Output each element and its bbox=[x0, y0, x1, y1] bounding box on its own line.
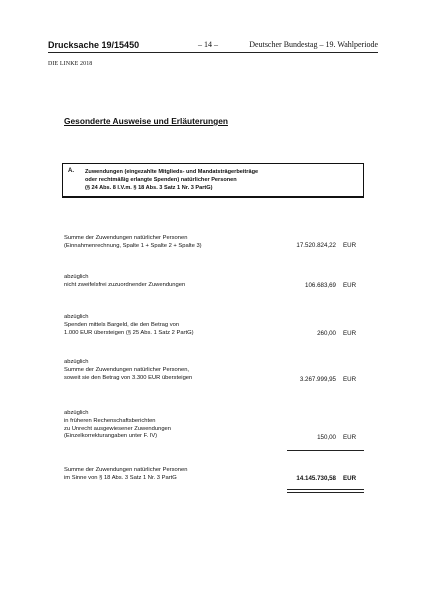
item-line: abzüglich bbox=[64, 274, 89, 280]
document-number bbox=[48, 40, 139, 50]
section-a-letter: A. bbox=[68, 168, 74, 174]
item-line: abzüglich bbox=[64, 410, 89, 416]
item-total-contributions bbox=[64, 235, 202, 251]
item-line: Summe der Zuwendungen natürlicher Personen bbox=[64, 235, 188, 241]
item-line: (Einnahmenrechnung, Spalte 1 + Spalte 2 + Spalte 3) bbox=[64, 242, 202, 249]
item-line: nicht zweifelsfrei zuzuordnender Zuwendungen bbox=[64, 281, 186, 288]
item-line: 1.000 EUR übersteigen (§ 25 Abs. 1 Satz 2 PartG) bbox=[64, 329, 194, 336]
subtotal-rule bbox=[287, 450, 364, 451]
item-line: Summe der Zuwendungen natürlicher Personen, bbox=[64, 366, 190, 373]
item-unattributable-contributions bbox=[64, 274, 185, 290]
item-prior-report-corrections bbox=[64, 410, 171, 441]
document-number-value: 15450 bbox=[114, 40, 140, 50]
publisher: Deutscher Bundestag – 19. Wahlperiode bbox=[249, 40, 378, 49]
party-year-label: DIE LINKE 2018 bbox=[48, 61, 93, 67]
item-currency: EUR bbox=[343, 330, 357, 337]
item-line: abzüglich bbox=[64, 314, 89, 320]
total-double-rule-top bbox=[287, 489, 364, 490]
section-a-line: Zuwendungen (eingezahlte Mitglieds- und Mandatsträgerbeiträge bbox=[85, 169, 259, 175]
page-indicator: – 14 – bbox=[198, 40, 218, 49]
section-a-box bbox=[62, 163, 364, 198]
item-final-total bbox=[64, 467, 187, 483]
item-excess-contributions bbox=[64, 359, 192, 382]
item-currency: EUR bbox=[343, 376, 357, 383]
item-amount: 150,00 bbox=[317, 434, 336, 441]
total-double-rule-bottom bbox=[287, 492, 364, 493]
item-line: (Einzelkorrekturangaben unter F. IV) bbox=[64, 433, 158, 440]
item-amount: 106.683,69 bbox=[305, 282, 336, 289]
item-amount: 17.520.824,22 bbox=[296, 242, 336, 249]
item-line: in früheren Rechenschaftsberichten bbox=[64, 417, 156, 424]
item-currency: EUR bbox=[343, 282, 357, 289]
item-line: im Sinne von § 18 Abs. 3 Satz 1 Nr. 3 PartG bbox=[64, 474, 177, 481]
item-line: Summe der Zuwendungen natürlicher Personen bbox=[64, 467, 188, 473]
section-a-heading bbox=[85, 168, 258, 192]
item-amount: 260,00 bbox=[317, 330, 336, 337]
header-rule bbox=[48, 52, 378, 53]
section-title: Gesonderte Ausweise und Erläuterungen bbox=[64, 116, 228, 126]
total-amount: 14.145.730,58 bbox=[296, 475, 336, 482]
item-line: soweit sie den Betrag von 3.300 EUR übersteigen bbox=[64, 374, 193, 381]
item-currency: EUR bbox=[343, 434, 357, 441]
item-line: zu Unrecht ausgewiesener Zuwendungen bbox=[64, 425, 171, 432]
document-label: Drucksache 19/ bbox=[48, 40, 115, 50]
item-line: abzüglich bbox=[64, 359, 89, 365]
item-line: Spenden mittels Bargeld, die den Betrag von bbox=[64, 321, 180, 328]
item-cash-donations bbox=[64, 314, 194, 337]
total-currency: EUR bbox=[343, 475, 357, 482]
section-a-line: (§ 24 Abs. 8 I.V.m. § 18 Abs. 3 Satz 1 Nr. 3 PartG) bbox=[85, 185, 213, 191]
page-header bbox=[48, 40, 378, 52]
section-a-line: oder rechtmäßig erlangte Spenden) natürlicher Personen bbox=[85, 177, 237, 183]
item-amount: 3.267.999,95 bbox=[299, 376, 336, 383]
item-currency: EUR bbox=[343, 242, 357, 249]
